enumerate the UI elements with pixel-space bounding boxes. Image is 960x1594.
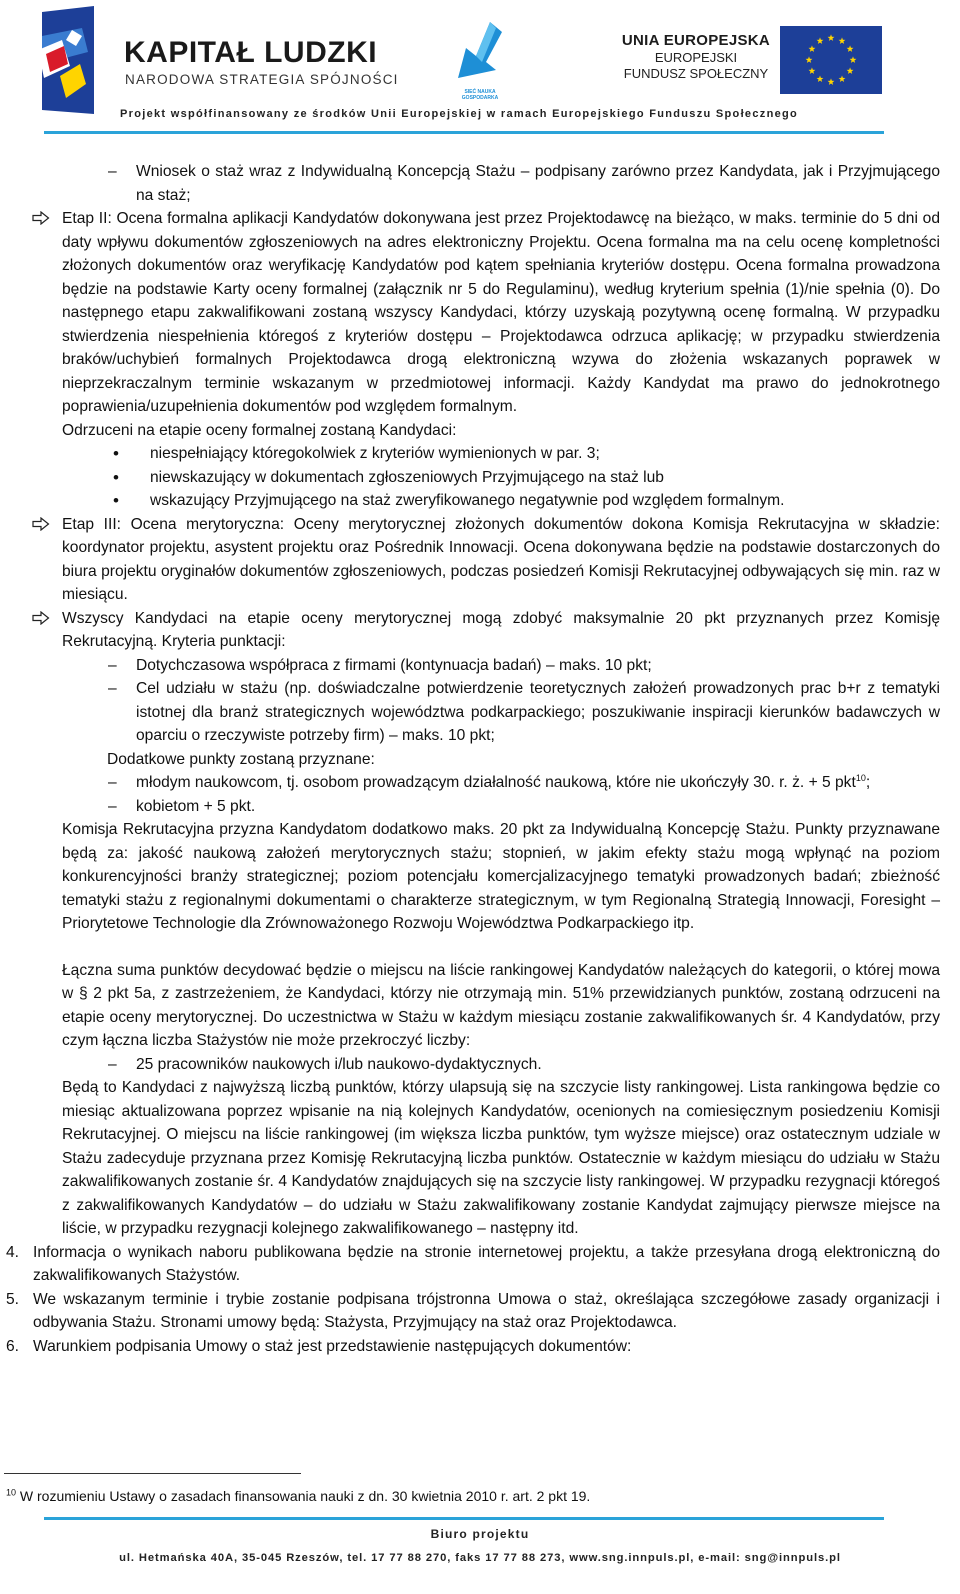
dash-item [0,771,960,795]
dash-marker: – [108,656,117,674]
dash-marker: – [108,680,117,697]
dash-item [0,654,960,678]
paragraph-text: kobietom + 5 pkt. [136,797,256,815]
sng-arrow-icon [456,18,504,84]
paragraph-text: Będą to Kandydaci z najwyższą liczbą punktów, którzy ulapsują się na szczycie listy rankingowej. Lista rankingowa będzie co miesiąc aktualizowana poprzez wpisanie na nią kolejnych Kandydatów, ocenionych na comiesięcznym posiedzeniu Komisji Rekrutacyjnej. O miejscu na liście rankingowej (im większa liczba punktów, tym wyższe miejsce) oraz ostatecznym udziale w Stażu zadecyduje przyznana przez Komisję Rekrutacyjną liczba punktów. Ostatecznie w każdym miesiącu do udziału w Stażu zakwalifikowanych zostanie śr. 4 Kandydatów znajdujących się na szczycie listy rankingowej. W przypadku rezygnacji któregoś z zakwalifikowanych Kandydatów – do udziału w Stażu zakwalifikowany zostanie Kandydat zajmujący pierwsze miejsce na liście, w przypadku rezygnacji kolejnego zakwalifikowanego – następny itd. [62,1079,940,1237]
dash-marker: – [108,797,117,815]
paragraph-text: Odrzuceni na etapie oceny formalnej zostaną Kandydaci: [62,421,457,439]
bullet-marker: • [113,467,119,487]
commission-paragraph [0,818,960,936]
kapital-ludzki-subtitle: NARODOWA STRATEGIA SPÓJNOŚCI [125,72,399,87]
paragraph-text: Dotychczasowa współpraca z firmami (kontynuacja badań) – maks. 10 pkt; [136,656,652,674]
bullet-item [0,489,960,513]
cofinancing-line: Projekt współfinansowany ze środków Unii Europejskiej w ramach Europejskiego Funduszu Społecznego [120,108,799,120]
arrow-item-stage-3 [0,513,960,607]
ranking-list-paragraph [0,1076,960,1241]
extra-points-intro [0,748,960,772]
paragraph-text: 25 pracowników naukowych i/lub naukowo-dydaktycznych. [136,1055,542,1073]
arrow-right-icon [32,211,50,225]
dash-marker: – [108,163,117,180]
kapital-ludzki-title: KAPITAŁ LUDZKI [124,36,378,69]
footnote-reference[interactable]: 10 [855,772,866,783]
arrow-right-icon [32,611,50,625]
dash-marker: – [108,1055,117,1073]
paragraph-text: ; [865,774,871,791]
rejected-intro [0,419,960,443]
footnote-text: W rozumieniu Ustawy o zasadach finansowania nauki z dn. 30 kwietnia 2010 r. art. 2 pkt 19. [16,1488,591,1504]
paragraph-text: Informacja o wynikach naboru publikowana będzie na stronie internetowej projektu, a także przesyłana drogą elektroniczną do zakwalifikowanych Stażystów. [33,1243,940,1284]
paragraph-text: Łączna suma punktów decydować będzie o miejscu na liście rankingowej Kandydatów należących do kategorii, o której mowa w § 2 pkt 5a, z zastrzeżeniem, że Kandydaci, którzy nie otrzymają min. 51% przewidzianych punktów, zostaną odrzuceni na etapie oceny merytorycznej. Do uczestnictwa w Stażu w każdym miesiącu zostanie zakwalifikowanych śr. 4 Kandydatów, przy czym łączna liczba Stażystów nie może przekroczyć liczby: [62,961,940,1049]
paragraph-text: wskazujący Przyjmującego na staż zweryfikowanego negatywnie pod względem formalnym. [150,492,785,509]
arrow-item-stage-2 [0,207,960,419]
paragraph-text: niespełniający któregokolwiek z kryteriów wymienionych w par. 3; [150,445,600,462]
bullet-item [0,442,960,466]
dash-item [0,795,960,819]
footnote-divider [4,1473,301,1474]
eu-text-block [618,32,774,81]
document-body [0,160,960,1358]
spacer [0,936,960,959]
footer-title: Biuro projektu [430,1527,530,1541]
dash-item-application [0,160,960,207]
paragraph-text: We wskazanym terminie i trybie zostanie podpisana trójstronna Umowa o staż, określająca szczegółowe zasady organizacji i odbywania Stażu. Stronami umowy będą: Stażysta, Przyjmujący na staż oraz Projektodawca. [33,1290,940,1331]
bullet-marker: • [113,444,119,463]
eu-fund-label-1: EUROPEJSKI [654,50,738,65]
dash-item [0,1053,960,1077]
item-number: 6. [6,1337,20,1355]
footer-address: ul. Hetmańska 40A, 35-045 Rzeszów, tel. 17 77 88 270, faks 17 77 88 273, www.sng.innpuls.pl, e-mail: sng@innpuls.pl [119,1552,841,1564]
ranking-paragraph [0,959,960,1053]
footnote-number: 10 [6,1487,17,1498]
siec-nauka-gospodarka-logo [456,18,504,101]
paragraph-text: Wniosek o staż wraz z Indywidualną Koncepcją Stażu – podpisany zarówno przez Kandydata, jak i Przyjmującego na staż; [136,163,940,204]
paragraph-text: Wszyscy Kandydaci na etapie oceny merytorycznej mogą zdobyć maksymalnie 20 pkt przyznanych przez Komisję Rekrutacyjną. Kryteria punktacji: [62,609,940,650]
page-header [0,0,960,140]
sng-logo-text: SIEĆ NAUKA GOSPODARKA [461,89,499,101]
header-divider [44,131,884,134]
paragraph-text: Cel udziału w stażu (np. doświadczalne potwierdzenie teoretycznych założeń prowadzonych prac b+r z tematyki istotnej dla branż strategicznych województwa podkarpackiego; poszukiwanie inspiracji kierunków badawczych w oparciu o rzeczywiste potrzeby firm) – maks. 10 pkt; [136,680,940,744]
numbered-item-5 [0,1288,960,1335]
dash-marker: – [108,774,117,791]
paragraph-text: niewskazujący w dokumentach zgłoszeniowych Przyjmującego na staż lub [150,468,664,486]
eu-flag-icon [780,26,882,94]
item-number: 5. [6,1290,20,1308]
item-number: 4. [6,1243,20,1261]
bullet-marker: • [113,491,119,510]
footnote [6,1488,590,1504]
dash-item [0,677,960,748]
bullet-item [0,466,960,490]
eu-fund-label-2: FUNDUSZ SPOŁECZNY [623,66,769,81]
paragraph-text: Etap II: Ocena formalna aplikacji Kandydatów dokonywana jest przez Projektodawcę na bieżąco, w maks. terminie do 5 dni od daty wpływu dokumentów zgłoszeniowych na adres elektroniczny Projektu. Ocena formalna ma na celu ocenę kompletności złożonych dokumentów oraz weryfikację Kandydatów pod kątem spełniania kryteriów dostępu. Ocena formalna prowadzona będzie na podstawie Karty oceny formalnej (załącznik nr 5 do Regulaminu), według kryterium spełnia (1)/nie spełnia (0). Do następnego etapu zakwalifikowani zostaną wszyscy Kandydaci, którzy uzyskają pozytywną ocenę formalną. W przypadku stwierdzenia niespełnienia któregoś z kryteriów dostępu – Projektodawca odrzuca aplikację; w przypadku stwierdzenia braków/uchybień formalnych Projektodawca drogą elektroniczną wzywa do złożenia wskazanych poprawek w nieprzekraczalnym terminie wskazanym w przedmiotowej informacji. Każdy Kandydat ma prawo do jednokrotnego poprawienia/uzupełnienia dokumentów pod względem formalnym. [62,210,940,415]
numbered-item-4 [0,1241,960,1288]
arrow-right-icon [32,517,50,531]
paragraph-text: Dodatkowe punkty zostaną przyznane: [107,750,375,768]
arrow-item-scoring [0,607,960,654]
paragraph-text: młodym naukowcom, tj. osobom prowadzącym działalność naukową, które nie ukończyły 30. r. ż. + 5 pkt [136,774,856,791]
kapital-ludzki-logo-icon [36,6,98,114]
paragraph-text: Komisja Rekrutacyjna przyzna Kandydatom dodatkowo maks. 20 pkt za Indywidualną Koncepcję Stażu. Punkty przyznawane będą za: jakość naukową założeń merytorycznych stażu; stopnień, w jakim efekty stażu mogą wpłynąć na poziom konkurencyjności branży strategicznej; poziom potencjału komercjalizacyjnego tematyki prowadzonych badań; zbieżność tematyki stażu z regionalnymi dokumentami o charakterze strategicznym, w tym Regionalną Strategią Innowacji, Foresight – Priorytetowe Technologie dla Zrównoważonego Rozwoju Województwa Podkarpackiego itp. [62,821,940,932]
paragraph-text: Etap III: Ocena merytoryczna: Oceny merytorycznej złożonych dokumentów dokona Komisja Rekrutacyjna w składzie: koordynator projektu, asystent projektu oraz Pośrednik Innowacji. Ocena dokonywana będzie na podstawie dostarczonych do biura projektu oryginałów dokumentów zgłoszeniowych, podczas posiedzeń Komisji Rekrutacyjnej odbywających się min. raz w miesiącu. [62,515,940,603]
paragraph-text: Warunkiem podpisania Umowy o staż jest przedstawienie następujących dokumentów: [33,1337,632,1355]
numbered-item-6 [0,1335,960,1359]
eu-union-label: UNIA EUROPEJSKA [621,32,771,49]
footer-divider [44,1517,884,1520]
